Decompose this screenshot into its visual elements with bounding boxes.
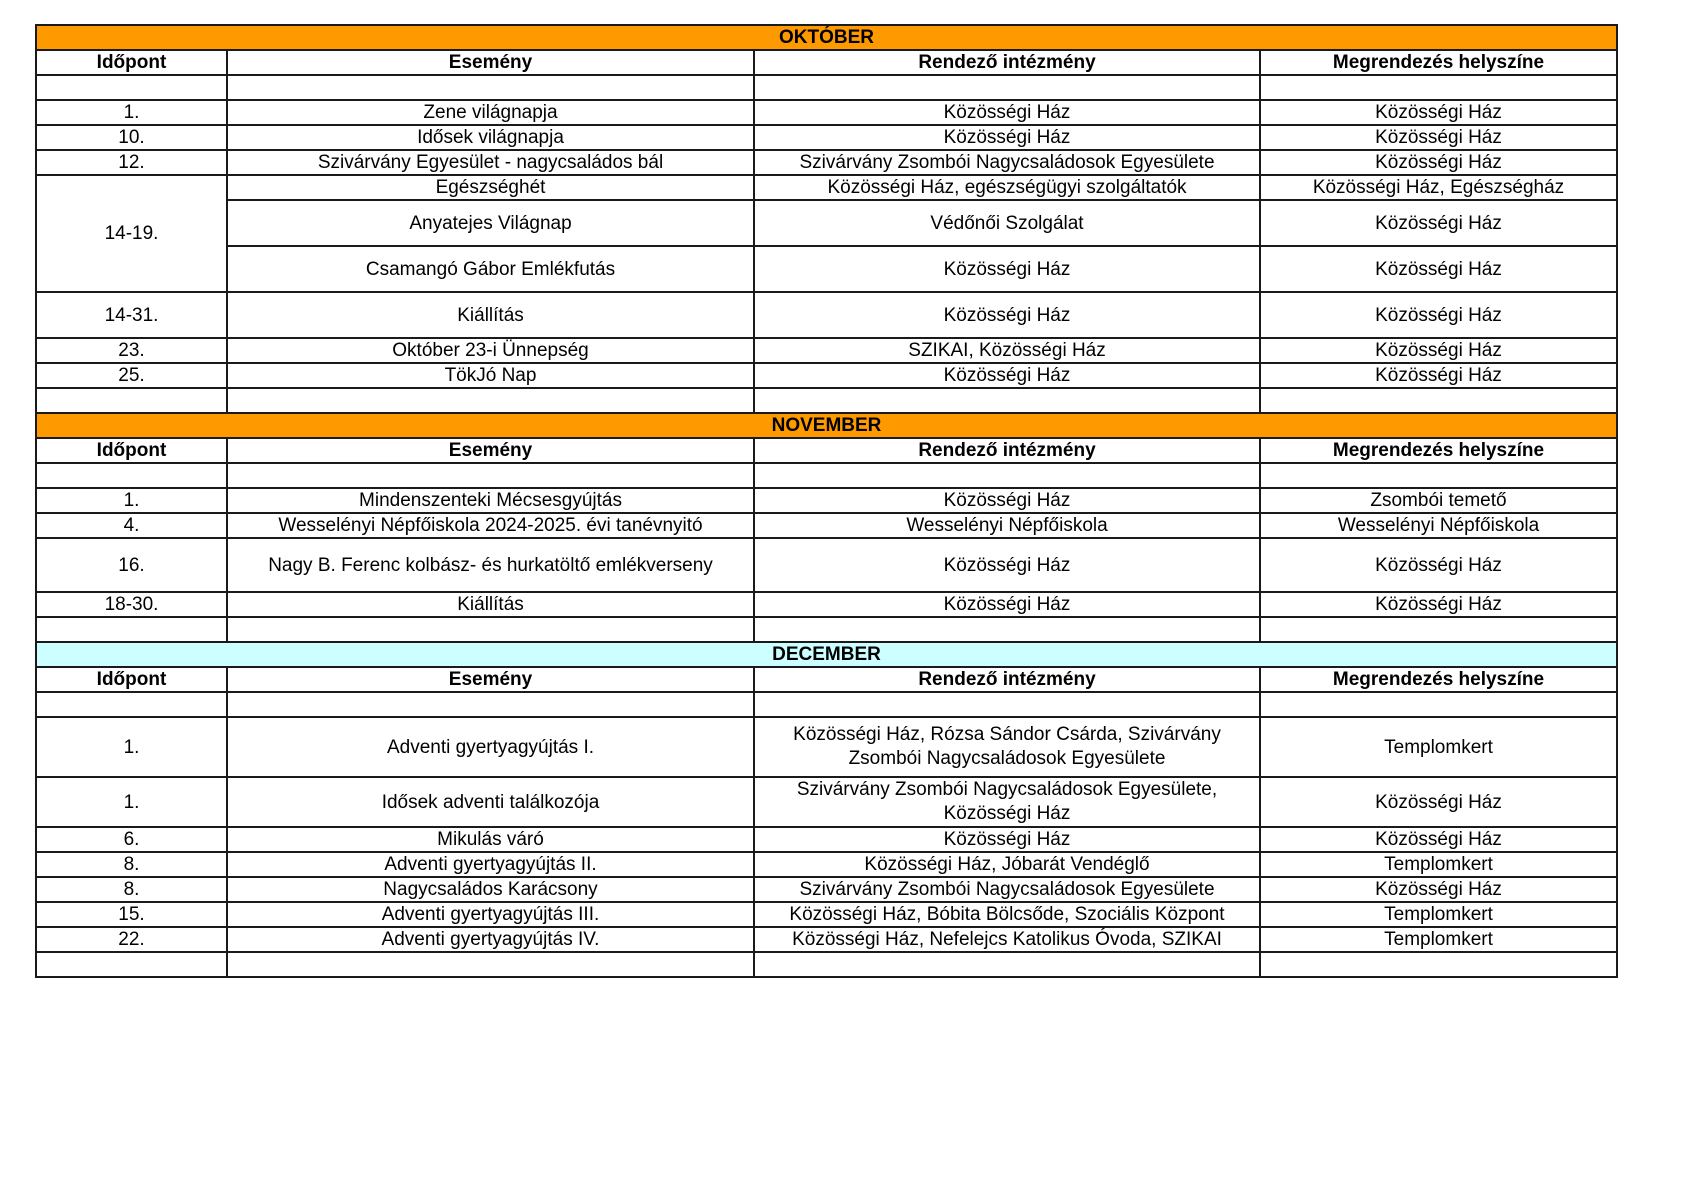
cell-organizer: Közösségi Ház, Rózsa Sándor Csárda, Szivárvány Zsombói Nagycsaládosok Egyesülete (754, 717, 1260, 777)
table-row (36, 592, 1617, 617)
cell-venue: Közösségi Ház (1260, 338, 1617, 363)
cell-time: 15. (36, 902, 227, 927)
cell-time: 23. (36, 338, 227, 363)
month-title: OKTÓBER (36, 25, 1617, 50)
blank-row (36, 75, 1617, 100)
cell-event: Kiállítás (227, 592, 754, 617)
cell-event: Wesselényi Népfőiskola 2024-2025. évi tanévnyitó (227, 513, 754, 538)
cell-time: 22. (36, 927, 227, 952)
cell-organizer: Szivárvány Zsombói Nagycsaládosok Egyesülete (754, 150, 1260, 175)
cell-organizer: Közösségi Ház, Jóbarát Vendéglő (754, 852, 1260, 877)
cell-organizer: Közösségi Ház (754, 246, 1260, 292)
header-venue: Megrendezés helyszíne (1260, 667, 1617, 692)
cell-venue: Közösségi Ház (1260, 125, 1617, 150)
cell-venue: Közösségi Ház (1260, 827, 1617, 852)
table-row (36, 717, 1617, 777)
cell-organizer: Közösségi Ház (754, 538, 1260, 592)
cell-organizer: Közösségi Ház (754, 125, 1260, 150)
table-row (36, 246, 1617, 292)
cell-event: Adventi gyertyagyújtás IV. (227, 927, 754, 952)
cell-venue: Templomkert (1260, 902, 1617, 927)
month-header-oktober (36, 25, 1617, 50)
blank-row (36, 692, 1617, 717)
event-schedule-table (35, 24, 1618, 978)
cell-event: Anyatejes Világnap (227, 200, 754, 246)
table-row (36, 488, 1617, 513)
cell-event: Adventi gyertyagyújtás II. (227, 852, 754, 877)
cell-event: Csamangó Gábor Emlékfutás (227, 246, 754, 292)
cell-venue: Közösségi Ház, Egészségház (1260, 175, 1617, 200)
table-row (36, 513, 1617, 538)
cell-time: 1. (36, 100, 227, 125)
header-time: Időpont (36, 667, 227, 692)
cell-event: Kiállítás (227, 292, 754, 338)
cell-venue: Közösségi Ház (1260, 200, 1617, 246)
table-row (36, 777, 1617, 827)
month-title: NOVEMBER (36, 413, 1617, 438)
header-venue: Megrendezés helyszíne (1260, 438, 1617, 463)
table-row (36, 150, 1617, 175)
cell-organizer: Szivárvány Zsombói Nagycsaládosok Egyesülete (754, 877, 1260, 902)
header-organizer: Rendező intézmény (754, 50, 1260, 75)
cell-event: Adventi gyertyagyújtás I. (227, 717, 754, 777)
header-organizer: Rendező intézmény (754, 438, 1260, 463)
cell-time: 18-30. (36, 592, 227, 617)
cell-time: 1. (36, 488, 227, 513)
cell-time: 1. (36, 717, 227, 777)
header-time: Időpont (36, 438, 227, 463)
blank-row (36, 952, 1617, 977)
cell-venue: Közösségi Ház (1260, 777, 1617, 827)
cell-time: 1. (36, 777, 227, 827)
cell-organizer: Közösségi Ház, Bóbita Bölcsőde, Szociális Központ (754, 902, 1260, 927)
cell-event: Adventi gyertyagyújtás III. (227, 902, 754, 927)
cell-organizer: Szivárvány Zsombói Nagycsaládosok Egyesülete, Közösségi Ház (754, 777, 1260, 827)
table-row (36, 100, 1617, 125)
cell-time: 6. (36, 827, 227, 852)
table-row (36, 902, 1617, 927)
cell-event: Mikulás váró (227, 827, 754, 852)
cell-venue: Templomkert (1260, 927, 1617, 952)
header-time: Időpont (36, 50, 227, 75)
header-event: Esemény (227, 667, 754, 692)
cell-time: 4. (36, 513, 227, 538)
cell-event: TökJó Nap (227, 363, 754, 388)
cell-organizer: SZIKAI, Közösségi Ház (754, 338, 1260, 363)
cell-venue: Közösségi Ház (1260, 592, 1617, 617)
cell-venue: Közösségi Ház (1260, 538, 1617, 592)
blank-row (36, 617, 1617, 642)
table-row (36, 538, 1617, 592)
cell-event: Egészséghét (227, 175, 754, 200)
cell-organizer: Közösségi Ház (754, 363, 1260, 388)
table-row (36, 827, 1617, 852)
cell-organizer: Közösségi Ház (754, 827, 1260, 852)
table-row (36, 200, 1617, 246)
header-event: Esemény (227, 438, 754, 463)
cell-organizer: Közösségi Ház, egészségügyi szolgáltatók (754, 175, 1260, 200)
cell-venue: Közösségi Ház (1260, 100, 1617, 125)
table-row (36, 175, 1617, 200)
cell-time: 8. (36, 852, 227, 877)
column-header-row (36, 667, 1617, 692)
cell-event: Zene világnapja (227, 100, 754, 125)
column-header-row (36, 50, 1617, 75)
header-organizer: Rendező intézmény (754, 667, 1260, 692)
cell-venue: Templomkert (1260, 852, 1617, 877)
cell-organizer: Közösségi Ház (754, 488, 1260, 513)
cell-venue: Közösségi Ház (1260, 292, 1617, 338)
cell-event: Október 23-i Ünnepség (227, 338, 754, 363)
cell-time: 14-19. (36, 175, 227, 292)
cell-venue: Wesselényi Népfőiskola (1260, 513, 1617, 538)
cell-venue: Közösségi Ház (1260, 877, 1617, 902)
table-row (36, 927, 1617, 952)
cell-venue: Közösségi Ház (1260, 150, 1617, 175)
column-header-row (36, 438, 1617, 463)
cell-venue: Zsombói temető (1260, 488, 1617, 513)
cell-time: 12. (36, 150, 227, 175)
cell-event: Idősek adventi találkozója (227, 777, 754, 827)
cell-venue: Közösségi Ház (1260, 363, 1617, 388)
table-row (36, 338, 1617, 363)
cell-organizer: Közösségi Ház, Nefelejcs Katolikus Óvoda, SZIKAI (754, 927, 1260, 952)
cell-organizer: Wesselényi Népfőiskola (754, 513, 1260, 538)
month-title: DECEMBER (36, 642, 1617, 667)
cell-time: 16. (36, 538, 227, 592)
cell-organizer: Közösségi Ház (754, 100, 1260, 125)
blank-row (36, 463, 1617, 488)
table-row (36, 877, 1617, 902)
cell-event: Idősek világnapja (227, 125, 754, 150)
month-header-december (36, 642, 1617, 667)
cell-time: 10. (36, 125, 227, 150)
cell-event: Nagy B. Ferenc kolbász- és hurkatöltő emlékverseny (227, 538, 754, 592)
cell-time: 25. (36, 363, 227, 388)
header-venue: Megrendezés helyszíne (1260, 50, 1617, 75)
cell-event: Nagycsaládos Karácsony (227, 877, 754, 902)
cell-time: 14-31. (36, 292, 227, 338)
cell-time: 8. (36, 877, 227, 902)
month-header-november (36, 413, 1617, 438)
table-row (36, 125, 1617, 150)
cell-venue: Közösségi Ház (1260, 246, 1617, 292)
table-row (36, 363, 1617, 388)
cell-venue: Templomkert (1260, 717, 1617, 777)
cell-organizer: Védőnői Szolgálat (754, 200, 1260, 246)
header-event: Esemény (227, 50, 754, 75)
cell-event: Szivárvány Egyesület - nagycsaládos bál (227, 150, 754, 175)
table-row (36, 852, 1617, 877)
cell-organizer: Közösségi Ház (754, 292, 1260, 338)
cell-event: Mindenszenteki Mécsesgyújtás (227, 488, 754, 513)
blank-row (36, 388, 1617, 413)
cell-organizer: Közösségi Ház (754, 592, 1260, 617)
table-row (36, 292, 1617, 338)
